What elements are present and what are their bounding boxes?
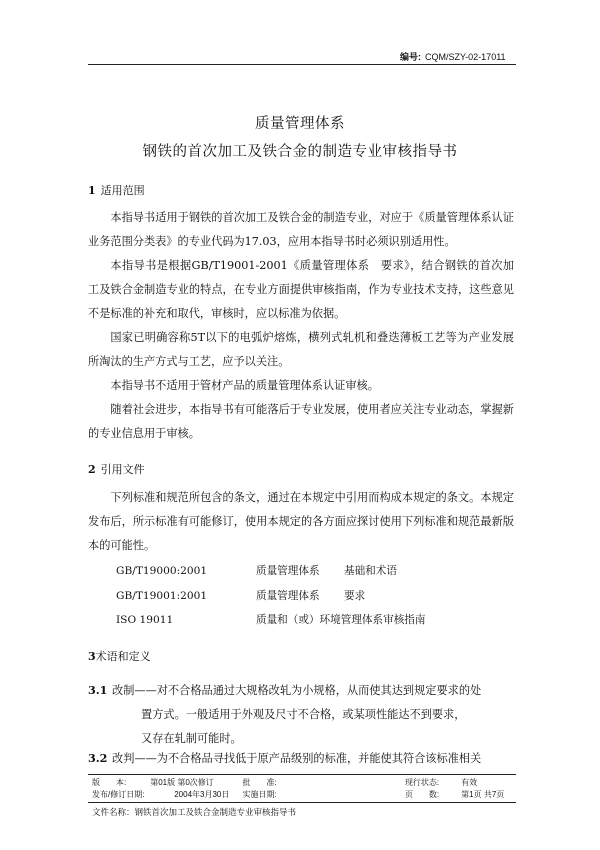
file-name: 文件名称：钢铁首次加工及铁合金制造专业审核指导书: [92, 808, 297, 818]
status-value: 有效: [461, 778, 478, 787]
reference-subtitle: 要求: [344, 590, 366, 602]
impl-label: 实施日期:: [242, 790, 277, 799]
paragraph: 本指导书适用于钢铁的首次加工及铁合金的制造专业，对应于《质量管理体系认证业务范围分类表》的专业代码为17.03，应用本指导书时必须识别适用性。: [88, 211, 514, 248]
section-1-heading: [88, 182, 145, 198]
term-text: 改制——对不合格品通过大规格改轧为小规格，从而使其达到规定要求的处: [112, 684, 482, 697]
page-subtitle: 钢铁的首次加工及铁合金的制造专业审核指导书: [142, 144, 458, 160]
reference-name: 质量管理体系: [256, 565, 320, 577]
term-3-1: [88, 678, 514, 751]
section-3-heading: [88, 648, 151, 664]
footer-bottom-rule: [88, 802, 516, 803]
doc-number-label: 编号:: [400, 52, 421, 62]
reference-code: GB/T19000:2001: [116, 565, 208, 577]
section-3-number: 3: [88, 650, 96, 663]
version-label: 版 本:: [92, 778, 127, 787]
paragraph: 下列标准和规范所包含的条文，通过在本规定中引用而构成本规定的条文。本规定发布后，所示标准有可能修订，使用本规定的各方面应探讨使用下列标准和规范最新版本的可能性。: [88, 491, 514, 552]
section-1-body: [88, 206, 514, 446]
section-2-number: 2: [88, 463, 96, 476]
reference-subtitle: 基础和术语: [344, 565, 397, 577]
term-text: 改判——为不合格品寻找低于原产品级别的标准，并能使其符合该标准相关: [112, 752, 482, 765]
approve-label: 批 准:: [242, 778, 277, 787]
pages-label: 页 数:: [404, 790, 440, 799]
pages-value: 第1页 共7页: [461, 790, 505, 799]
page-title: 质量管理体系: [255, 116, 345, 132]
reference-row: [116, 563, 397, 578]
term-text-continued: 又存在轧制可能时。: [141, 732, 242, 745]
header-rule: [88, 64, 516, 65]
version-value: 第01版 第0次修订: [150, 778, 214, 787]
paragraph: 随着社会进步，本指导书有可能落后于专业发展，使用者应关注专业动态，掌握新的专业信息用于审核。: [88, 403, 514, 440]
document-number: [400, 50, 506, 63]
reference-name: 质量和（或）环境管理体系审核指南: [256, 614, 426, 626]
date-value: 2004年3月30日: [174, 790, 230, 799]
section-1-number: 1: [88, 184, 96, 197]
paragraph: 国家已明确容称5T以下的电弧炉熔炼，横列式轧机和叠迭薄板工艺等为产业发展所淘汰的生产方式与工艺，应予以关注。: [88, 331, 514, 368]
section-2-heading: [88, 461, 145, 477]
reference-name: 质量管理体系: [256, 590, 320, 602]
reference-code: ISO 19011: [116, 614, 174, 626]
status-label: 现行状态:: [404, 778, 440, 787]
term-number: 3.1: [88, 683, 108, 697]
reference-row: [116, 612, 426, 627]
paragraph: 本指导书是根据GB/T19001-2001《质量管理体系 要求》，结合钢铁的首次加工及铁合金制造专业的特点，在专业方面提供审核指南，作为专业技术支持，这些意见不是标准的补充和取代，审核时，应以标准为依据。: [88, 259, 514, 320]
term-3-2: [88, 746, 514, 771]
section-3-title: 术语和定义: [95, 650, 151, 663]
footer-info-table: [92, 777, 504, 801]
footer-top-rule: [88, 774, 516, 775]
term-number: 3.2: [88, 751, 108, 765]
section-2-body: [88, 486, 514, 558]
section-2-title: 引用文件: [100, 463, 145, 476]
paragraph: 本指导书不适用于管材产品的质量管理体系认证审核。: [110, 379, 379, 392]
reference-row: [116, 588, 365, 603]
term-text-continued: 置方式。一般适用于外观及尺寸不合格，或某项性能达不到要求，: [141, 708, 466, 721]
reference-code: GB/T19001:2001: [116, 590, 208, 602]
date-label: 发布/修订日期:: [92, 790, 145, 799]
section-1-title: 适用范围: [100, 184, 145, 197]
doc-number-value: CQM/SZY-02-17011: [425, 52, 506, 62]
